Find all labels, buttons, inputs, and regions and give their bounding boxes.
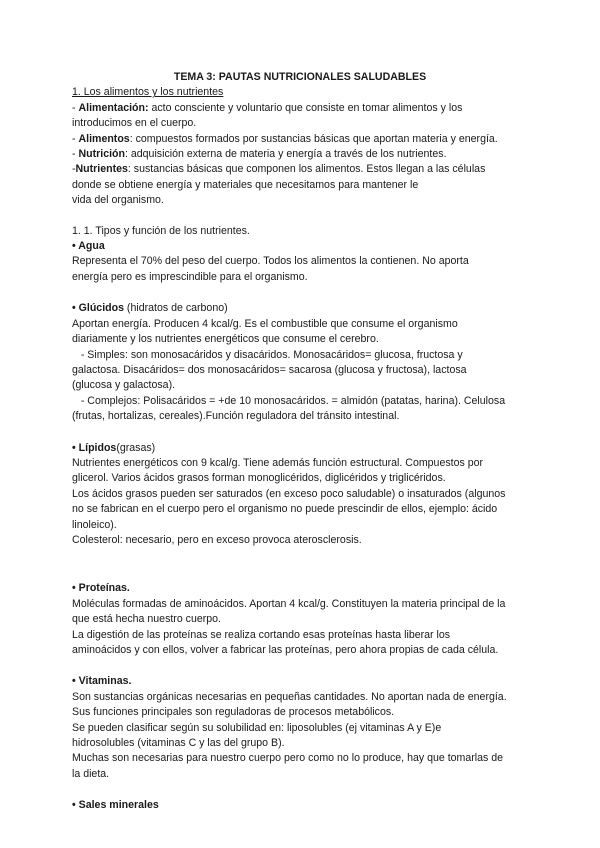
term: Alimentos bbox=[78, 132, 130, 145]
nutrient-heading-lipidos: • Lípidos(grasas) bbox=[72, 441, 156, 454]
paragraph-line: diariamente y los nutrientes energéticos que consume el cerebro. bbox=[72, 333, 379, 346]
glucidos-body bbox=[72, 317, 528, 425]
paragraph-line: Colesterol: necesario, pero en exceso provoca aterosclerosis. bbox=[72, 533, 362, 546]
section-heading: 1. Los alimentos y los nutrientes bbox=[72, 86, 224, 99]
term: Nutrientes bbox=[75, 163, 128, 176]
paragraph-line: Muchas son necesarias para nuestro cuerpo pero como no lo produce, hay que tomarlas de bbox=[72, 752, 504, 765]
lipidos-body bbox=[72, 456, 528, 548]
paragraph-line: glicerol. Varios ácidos grasos forman monoglicéridos, diglicéridos y triglicéridos. bbox=[72, 472, 446, 485]
definition-alimentos: - Alimentos: compuestos formados por sustancias básicas que aportan materia y energía. bbox=[72, 132, 498, 145]
paragraph-line: Moléculas formadas de aminoácidos. Aportan 4 kcal/g. Constituyen la materia principal de la bbox=[72, 597, 506, 610]
paragraph-line: no se fabrican en el cuerpo pero el organismo no puede prescindir de ellos, ejemplo: ácido bbox=[72, 503, 498, 516]
definition-nutrientes: -Nutrientes: sustancias básicas que componen los alimentos. Estos llegan a las células bbox=[72, 163, 486, 176]
definition-alimentacion: - Alimentación: acto consciente y voluntario que consiste en tomar alimentos y los bbox=[72, 101, 463, 114]
paragraph-line: La digestión de las proteínas se realiza cortando esas proteínas hasta liberar los bbox=[72, 628, 451, 641]
paragraph-line: linoleico). bbox=[72, 518, 117, 531]
paragraph-line: (glucosa y galactosa). bbox=[72, 379, 176, 392]
definition-nutrientes-cont: donde se obtiene energía y materiales que necesitamos para mantener le bbox=[72, 178, 419, 191]
nutrient-heading-glucidos: • Glúcidos (hidratos de carbono) bbox=[72, 302, 228, 315]
paragraph-line: que está hecha nuestro cuerpo. bbox=[72, 613, 222, 626]
paragraph-line: - Complejos: Polisacáridos = +de 10 monosacáridos. = almidón (patatas, harina). Celulosa bbox=[72, 394, 506, 407]
vitaminas-body bbox=[72, 690, 528, 782]
paragraph-line: Representa el 70% del peso del cuerpo. Todos los alimentos la contienen. No aporta bbox=[72, 255, 469, 268]
term: Nutrición bbox=[78, 148, 125, 161]
nutrient-heading-agua: • Agua bbox=[72, 240, 105, 253]
definition-nutricion: - Nutrición: adquisición externa de materia y energía a través de los nutrientes. bbox=[72, 148, 447, 161]
paragraph-line: Sus funciones principales son reguladoras de procesos metabólicos. bbox=[72, 706, 395, 719]
nutrient-heading-sales: • Sales minerales bbox=[72, 799, 159, 812]
paragraph-line: aminoácidos y con ellos, volver a fabricar las proteínas, pero ahora propias de cada célula. bbox=[72, 644, 499, 656]
paragraph-line: hidrosolubles (vitaminas C y las del grupo B). bbox=[72, 737, 285, 750]
subsection-heading: 1. 1. Tipos y función de los nutrientes. bbox=[72, 224, 250, 237]
proteinas-body bbox=[72, 597, 528, 659]
document-page bbox=[72, 70, 528, 814]
paragraph-line: energía pero es imprescindible para el organismo. bbox=[72, 270, 308, 283]
document-title: TEMA 3: PAUTAS NUTRICIONALES SALUDABLES bbox=[173, 71, 427, 83]
paragraph-line: Nutrientes energéticos con 9 kcal/g. Tiene además función estructural. Compuestos por bbox=[72, 456, 484, 469]
paragraph-line: Se pueden clasificar según su solubilidad en: liposolubles (ej vitaminas A y E)e bbox=[72, 721, 442, 734]
paragraph-line: galactosa. Disacáridos= dos monosacáridos= sacarosa (glucosa y fructosa), lactosa bbox=[72, 363, 467, 376]
paragraph-line: Son sustancias orgánicas necesarias en pequeñas cantidades. No aportan nada de energía. bbox=[72, 690, 507, 703]
paragraph-line: (frutas, hortalizas, cereales).Función reguladora del tránsito intestinal. bbox=[72, 410, 400, 423]
paragraph-line: - Simples: son monosacáridos y disacáridos. Monosacáridos= glucosa, fructosa y bbox=[72, 348, 463, 361]
definition-nutrientes-cont: vida del organismo. bbox=[72, 194, 164, 207]
term: Alimentación: bbox=[78, 101, 149, 114]
definition-alimentacion-cont: introducimos en el cuerpo. bbox=[72, 117, 197, 130]
paragraph-line: la dieta. bbox=[72, 767, 110, 780]
paragraph-line: Los ácidos grasos pueden ser saturados (en exceso poco saludable) o insaturados (algunos bbox=[72, 487, 506, 500]
nutrient-heading-proteinas: • Proteínas. bbox=[72, 582, 130, 595]
paragraph-line: Aportan energía. Producen 4 kcal/g. Es el combustible que consume el organismo bbox=[72, 317, 458, 330]
nutrient-heading-vitaminas: • Vitaminas. bbox=[72, 675, 132, 688]
